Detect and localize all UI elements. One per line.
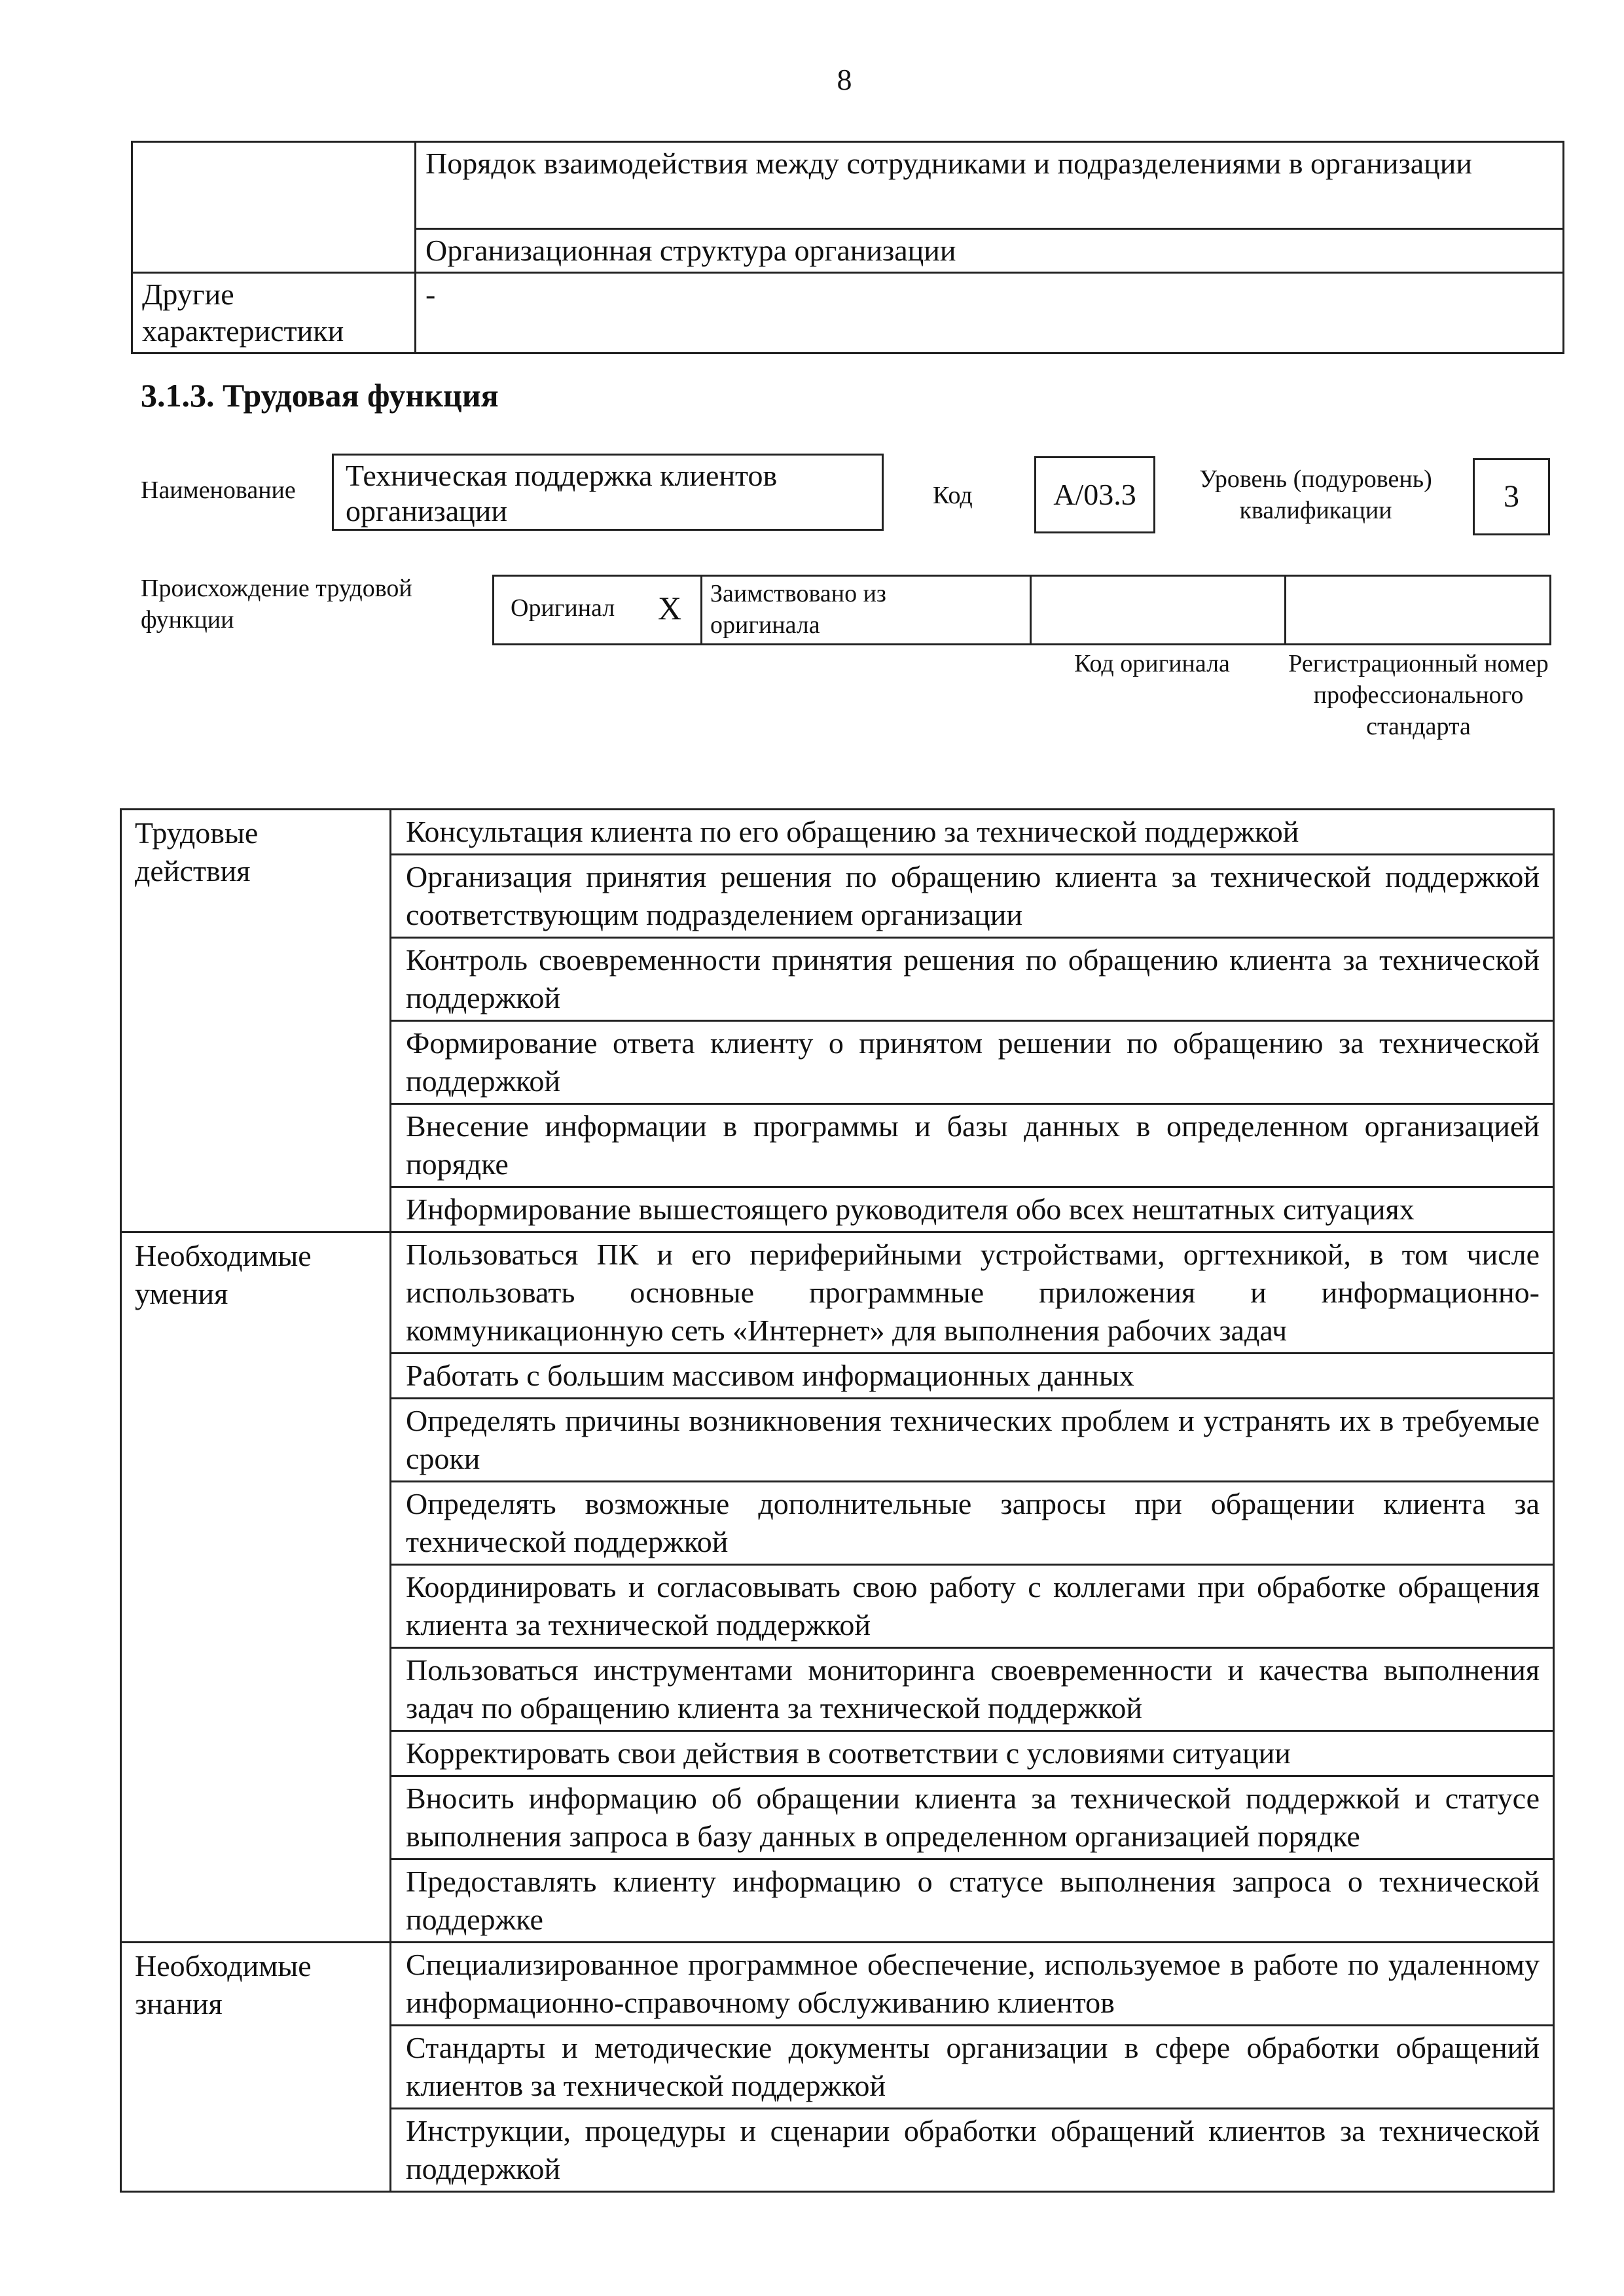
borrowed-label: Заимствовано из оригинала [710,580,886,639]
table-row: Определять причины возникновения технических проблем и устранять их в требуемые сроки [391,1399,1554,1482]
group-label-actions: Трудовые действия [121,810,391,1232]
origin-divider [1284,577,1286,643]
top-table-empty-label [132,142,416,273]
table-row: Координировать и согласовывать свою работу с коллегами при обработке обращения клиента за технической поддержкой [391,1565,1554,1648]
table-row: Внесение информации в программы и базы данных в определенном организацией порядке [391,1104,1554,1187]
table-row: Стандарты и методические документы организации в сфере обработки обращений клиентов за технической поддержкой [391,2026,1554,2109]
top-table [131,141,1564,354]
group-label-knowledge: Необходимые знания [121,1943,391,2192]
table-row: Контроль своевременности принятия решения по обращению клиента за технической поддержкой [391,938,1554,1021]
origin-label: Происхождение трудовой функции [141,575,412,634]
table-row: Вносить информацию об обращении клиента за технической поддержкой и статусе выполнения запроса в базу данных в определенном организацией порядке [391,1776,1554,1859]
level-value-box: 3 [1473,458,1550,535]
table-row: Определять возможные дополнительные запросы при обращении клиента за технической поддержкой [391,1482,1554,1565]
group-label-skills: Необходимые умения [121,1232,391,1943]
main-table [120,808,1555,2193]
table-row: Пользоваться ПК и его периферийными устройствами, оргтехникой, в том числе использовать основные программные приложения и информационно-коммуникационную сеть «Интернет» для выполнения рабочих задач [391,1232,1554,1354]
origin-divider [700,577,702,643]
level-label: Уровень (подуровень) квалификации [1199,465,1432,524]
code-label: Код [933,482,973,509]
table-row: Инструкции, процедуры и сценарии обработки обращений клиентов за технической поддержкой [391,2109,1554,2192]
table-row: Специализированное программное обеспечение, используемое в работе по удаленному информационно-справочному обслуживанию клиентов [391,1943,1554,2026]
section-heading: 3.1.3. Трудовая функция [141,377,499,414]
origin-divider [1030,577,1032,643]
name-label: Наименование [141,476,296,504]
top-table-cell: - [416,273,1564,353]
table-row: Работать с большим массивом информационных данных [391,1354,1554,1399]
original-mark: X [658,590,682,626]
origin-table [492,575,1551,645]
function-code-box: A/03.3 [1034,456,1155,533]
table-row: Организация принятия решения по обращению клиента за технической поддержкой соответствующим подразделением организации [391,855,1554,938]
table-row: Консультация клиента по его обращению за технической поддержкой [391,810,1554,855]
page-number: 8 [837,63,852,96]
table-row: Информирование вышестоящего руководителя обо всех нештатных ситуациях [391,1187,1554,1232]
table-row: Пользоваться инструментами мониторинга своевременности и качества выполнения задач по обращению клиента за технической поддержкой [391,1648,1554,1731]
table-row: Формирование ответа клиенту о принятом решении по обращению за технической поддержкой [391,1021,1554,1104]
table-row: Корректировать свои действия в соответствии с условиями ситуации [391,1731,1554,1776]
reg-number-caption: Регистрационный номер профессионального стандарта [1288,650,1549,740]
code-original-caption: Код оригинала [1074,650,1230,677]
top-table-cell: Порядок взаимодействия между сотрудниками и подразделениями в организации [416,142,1564,229]
top-table-cell: Организационная структура организации [416,229,1564,273]
top-table-label: Другие характеристики [132,273,416,353]
table-row: Предоставлять клиенту информацию о статусе выполнения запроса о технической поддержке [391,1859,1554,1943]
original-label: Оригинал [511,594,615,622]
function-name-box: Техническая поддержка клиентов организации [332,454,884,531]
